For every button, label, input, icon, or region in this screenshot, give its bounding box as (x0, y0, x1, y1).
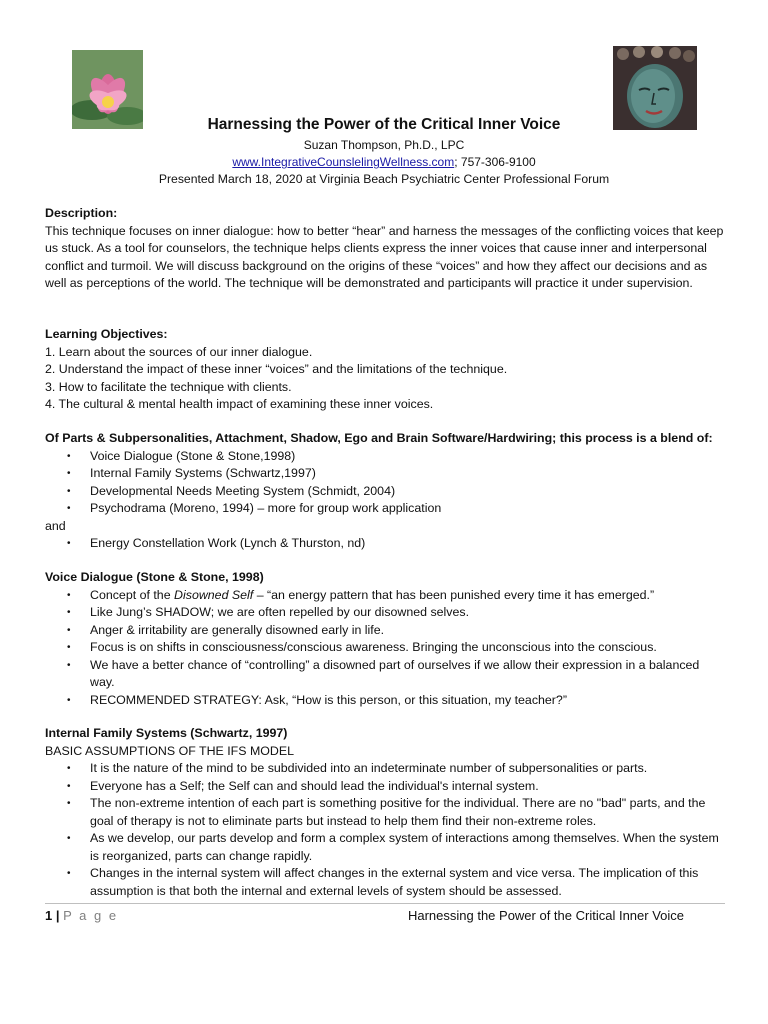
footer-title: Harnessing the Power of the Critical Inner Voice (407, 908, 684, 923)
list-item: • Internal Family Systems (Schwartz,1997) (45, 465, 725, 483)
page-number: 1 (45, 908, 53, 923)
page-word: P a g e (63, 908, 119, 923)
list-item-text: Concept of the (90, 587, 175, 602)
contact-line (0, 154, 768, 172)
parts-section (45, 430, 725, 553)
description-heading: Description: (45, 206, 118, 220)
objective-item: 1. Learn about the sources of our inner dialogue. (45, 344, 313, 359)
ifs-section (45, 725, 725, 900)
list-item: • Focus is on shifts in consciousness/conscious awareness. Bringing the unconscious into the conscious. (45, 639, 725, 657)
disowned-self-term: Disowned Self (174, 587, 254, 602)
list-item-text: – “an energy pattern that has been punished every time it has emerged.” (253, 587, 655, 602)
list-item: • Like Jung’s SHADOW; we are often repelled by our disowned selves. (45, 604, 725, 622)
list-item: • Energy Constellation Work (Lynch & Thurston, nd) (45, 535, 725, 553)
list-item: • Psychodrama (Moreno, 1994) – more for group work application (45, 500, 725, 518)
objective-item: 2. Understand the impact of these inner “voices” and the limitations of the technique. (45, 362, 508, 376)
list-item: • It is the nature of the mind to be subdivided into an indeterminate number of subpersonalities or parts. (45, 760, 725, 778)
presented-line: Presented March 18, 2020 at Virginia Beach Psychiatric Center Professional Forum (158, 172, 610, 186)
objective-item: 4. The cultural & mental health impact of examining these inner voices. (45, 397, 434, 411)
list-item: • We have a better chance of “controlling” a disowned part of ourselves if we allow their expression in a balanced way. (45, 657, 725, 692)
list-item: • Developmental Needs Meeting System (Schmidt, 2004) (45, 483, 725, 501)
objective-item: 3. How to facilitate the technique with clients. (45, 379, 292, 394)
and-connector: and (45, 518, 66, 533)
list-item: • The non-extreme intention of each part is something positive for the individual. There are no "bad" parts, and the goal of therapy is not to eliminate parts but instead to help them find their non-extreme roles. (45, 795, 725, 830)
list-item: • Everyone has a Self; the Self can and should lead the individual's internal system. (45, 778, 725, 796)
author-line: Suzan Thompson, Ph.D., LPC (303, 138, 465, 152)
document-title: Harnessing the Power of the Critical Inner Voice (207, 116, 561, 133)
parts-heading: Of Parts & Subpersonalities, Attachment, Shadow, Ego and Brain Software/Hardwiring; this process is a blend of: (45, 431, 713, 445)
objectives-section (45, 326, 725, 414)
page-separator: | (52, 908, 64, 923)
footer-page-indicator (45, 907, 118, 925)
list-item: • Changes in the internal system will affect changes in the external system and vice versa. The implication of this assumption is that both the internal and external levels of system should be assessed. (45, 865, 725, 900)
objectives-heading: Learning Objectives: (45, 327, 168, 341)
phone-number: ; 757-306-9100 (454, 155, 536, 169)
list-item: • As we develop, our parts develop and form a complex system of interactions among themselves. When the system is reorganized, parts can change rapidly. (45, 830, 725, 865)
list-item: • Anger & irritability are generally disowned early in life. (45, 622, 725, 640)
list-item: • RECOMMENDED STRATEGY: Ask, “How is this person, or this situation, my teacher?” (45, 692, 725, 710)
parts-list (45, 448, 725, 518)
description-section (45, 205, 725, 293)
website-link[interactable]: www.IntegrativeCounslelingWellness.com (232, 155, 455, 169)
voice-dialogue-heading: Voice Dialogue (Stone & Stone, 1998) (45, 570, 264, 584)
ifs-list (45, 760, 725, 900)
parts-extra-list (45, 535, 725, 553)
footer-divider (45, 903, 725, 904)
voice-dialogue-section (45, 569, 725, 709)
list-item: • Voice Dialogue (Stone & Stone,1998) (45, 448, 725, 466)
ifs-subheading: BASIC ASSUMPTIONS OF THE IFS MODEL (45, 743, 295, 758)
list-item (45, 587, 725, 605)
ifs-heading: Internal Family Systems (Schwartz, 1997) (45, 726, 288, 740)
voice-dialogue-list (45, 587, 725, 710)
description-text: This technique focuses on inner dialogue: how to better “hear” and harness the messages of the conflicting voices that keep us stuck. As a tool for counselors, the technique helps clients express the inner voices that cause inner and interpersonal conflict and turmoil. We will discuss background on the origins of these “voices” and how they affect our decisions and as well as perceptions of the world. The technique will be demonstrated and participants will practice it under supervision. (45, 223, 724, 290)
